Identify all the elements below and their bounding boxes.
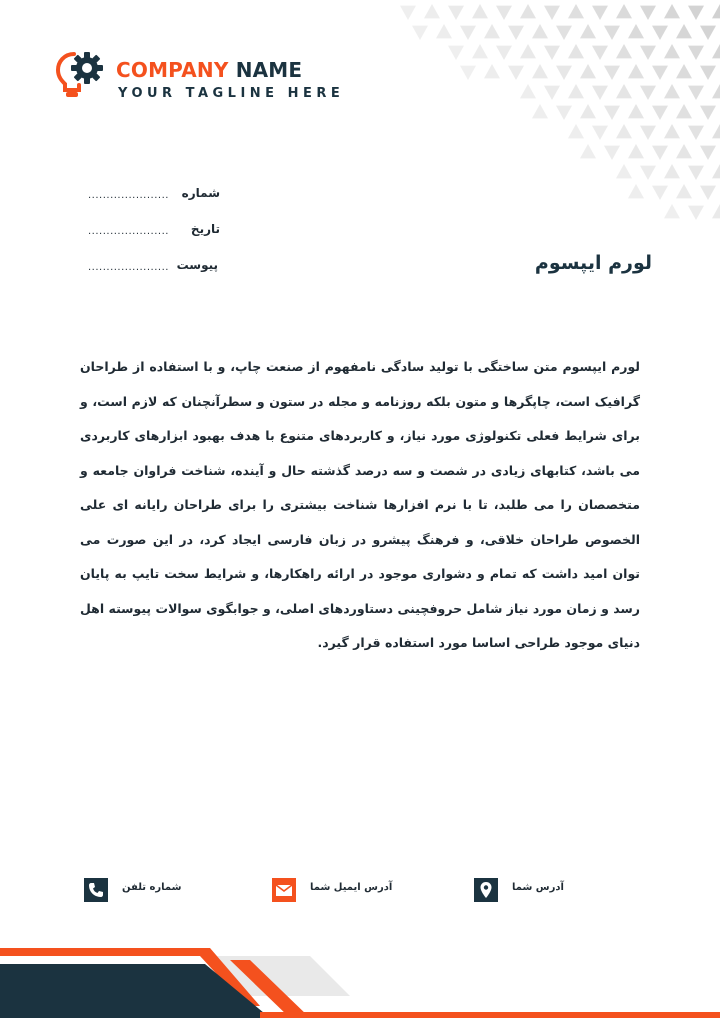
pattern-triangle [568,4,584,18]
pattern-triangle [616,4,632,18]
pattern-triangle [688,6,704,20]
pattern-triangle [472,44,488,58]
pattern-triangle [568,124,584,138]
pattern-triangle [664,44,680,58]
pattern-triangle [496,6,512,20]
pattern-triangle [508,66,524,80]
pattern-triangle [700,146,716,160]
pattern-triangle [712,124,720,138]
pattern-triangle [436,24,452,38]
company-name-part1: COMPANY [116,58,229,82]
pattern-triangle [664,164,680,178]
pattern-triangle [664,4,680,18]
pattern-triangle [688,166,704,180]
pattern-triangle [568,44,584,58]
pattern-triangle [484,64,500,78]
pattern-triangle [568,84,584,98]
lightbulb-gear-icon [56,50,106,100]
triangle-pattern [380,0,720,230]
pattern-triangle [532,104,548,118]
envelope-icon [272,878,296,902]
date-field [88,222,228,246]
footer-decoration [0,938,720,1018]
pattern-triangle [628,184,644,198]
date-dots: ...................... [88,226,169,237]
number-label: شماره [181,186,220,200]
pattern-triangle [640,6,656,20]
pattern-triangle [520,84,536,98]
attachment-dots: ...................... [88,262,169,273]
pattern-triangle [592,126,608,140]
pattern-triangle [688,86,704,100]
pattern-triangle [700,186,716,200]
pattern-triangle [712,4,720,18]
number-field [88,186,228,210]
pattern-triangle [616,44,632,58]
pattern-triangle [700,66,716,80]
pattern-triangle [640,86,656,100]
pattern-triangle [628,144,644,158]
pattern-triangle [556,26,572,40]
pattern-triangle [592,46,608,60]
pattern-triangle [580,104,596,118]
pattern-triangle [616,164,632,178]
pattern-triangle [676,104,692,118]
pattern-triangle [712,44,720,58]
pattern-triangle [592,86,608,100]
pattern-triangle [496,46,512,60]
pattern-triangle [712,164,720,178]
pattern-triangle [676,144,692,158]
pattern-triangle [688,46,704,60]
pattern-triangle [652,146,668,160]
pattern-triangle [676,24,692,38]
pattern-triangle [580,24,596,38]
pattern-triangle [460,66,476,80]
phone-icon [84,878,108,902]
company-name [116,58,302,82]
pattern-triangle [688,206,704,220]
pattern-triangle [412,26,428,40]
pattern-triangle [700,26,716,40]
pattern-triangle [580,64,596,78]
tagline: YOUR TAGLINE HERE [118,86,345,101]
pattern-triangle [556,106,572,120]
pattern-triangle [424,4,440,18]
pattern-triangle [700,106,716,120]
number-dots: ...................... [88,190,169,201]
letter-heading: لورم ایپسوم [534,252,652,274]
pattern-triangle [652,106,668,120]
pattern-triangle [448,46,464,60]
location-pin-icon [474,878,498,902]
pattern-triangle [604,146,620,160]
pattern-triangle [664,124,680,138]
pattern-triangle [592,6,608,20]
pattern-triangle [640,126,656,140]
pattern-triangle [532,64,548,78]
address-label: آدرس شما [512,882,564,893]
pattern-triangle [640,166,656,180]
pattern-triangle [640,46,656,60]
pattern-triangle [616,84,632,98]
pattern-triangle [652,66,668,80]
pattern-triangle [484,24,500,38]
pattern-triangle [712,204,720,218]
pattern-triangle [400,6,416,20]
pattern-triangle [604,26,620,40]
pattern-triangle [604,106,620,120]
pattern-triangle [520,44,536,58]
pattern-triangle [712,84,720,98]
pattern-triangle [580,144,596,158]
pattern-triangle [460,26,476,40]
pattern-triangle [664,84,680,98]
pattern-triangle [508,26,524,40]
pattern-triangle [520,4,536,18]
pattern-triangle [628,104,644,118]
pattern-triangle [676,184,692,198]
pattern-triangle [544,6,560,20]
phone-label: شماره تلفن [122,882,182,893]
date-label: تاریخ [190,222,220,236]
email-label: آدرس ایمیل شما [310,882,393,893]
company-name-part2: NAME [235,58,303,82]
pattern-triangle [616,124,632,138]
pattern-triangle [652,26,668,40]
pattern-triangle [652,186,668,200]
pattern-triangle [688,126,704,140]
pattern-triangle [628,24,644,38]
pattern-triangle [544,86,560,100]
pattern-triangle [628,64,644,78]
pattern-triangle [664,204,680,218]
pattern-triangle [448,6,464,20]
pattern-triangle [472,4,488,18]
pattern-triangle [604,66,620,80]
pattern-triangle [676,64,692,78]
pattern-triangle [556,66,572,80]
attachment-field [88,258,228,282]
pattern-triangle [532,24,548,38]
letter-body: لورم ایپسوم متن ساختگی با تولید سادگی نامفهوم از صنعت چاپ، و با استفاده از طراحان گرافیک است، چاپگرها و متون بلکه روزنامه و مجله در ستون و سطرآنچنان که لازم است، و برای شرایط فعلی تکنولوژی مورد نیاز، و کاربردهای متنوع با هدف بهبود ابزارهای کاربردی می باشد، کتابهای زیادی در شصت و سه درصد گذشته حال و آینده، شناخت فراوان جامعه و متخصصان را می طلبد، تا با نرم افزارها شناخت بیشتری را برای طراحان رایانه ای علی الخصوص طراحان خلاقی، و فرهنگ پیشرو در زبان فارسی ایجاد کرد، در این صورت می توان امید داشت که تمام و دشواری موجود در ارائه راهکارها، و شرایط سخت تایپ به پایان رسد و زمان مورد نیاز شامل حروفچینی دستاوردهای اصلی، و جوابگوی سوالات پیوسته اهل دنیای موجود طراحی اساسا مورد استفاده قرار گیرد. [80,359,640,650]
attachment-label: پیوست [176,258,218,272]
pattern-triangle [544,46,560,60]
